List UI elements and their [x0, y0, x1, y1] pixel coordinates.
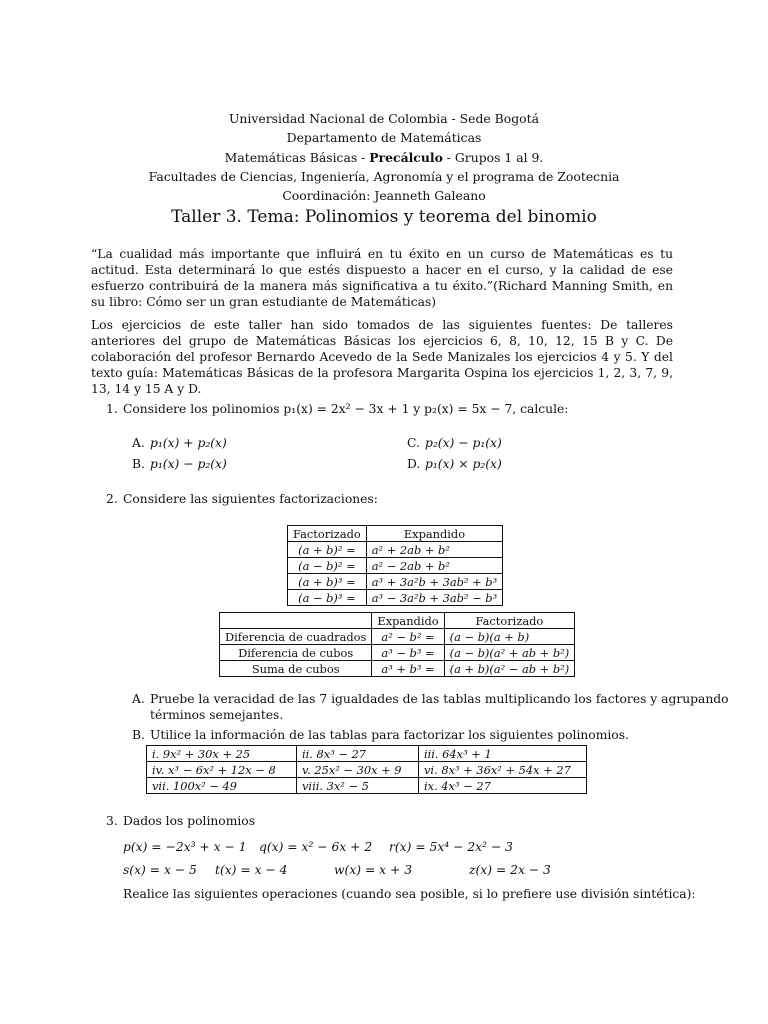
- university-line: Universidad Nacional de Colombia - Sede Bogotá: [228, 111, 540, 126]
- exercise-1-option-b: p₁(x) − p₂(x): [150, 457, 227, 471]
- table-cell: a² + 2ab + b²: [366, 542, 502, 558]
- table-cell: (a + b)(a² − ab + b²): [444, 661, 575, 677]
- worksheet-title: Taller 3. Tema: Polinomios y teorema del binomio: [171, 207, 597, 227]
- table-cell: (a − b)(a² + ab + b²): [444, 645, 575, 661]
- polynomial-s: s(x) = x − 5: [123, 863, 197, 877]
- table-cell: (a − b)² =: [288, 558, 367, 574]
- exercise-2-item-a-line1: Pruebe la veracidad de las 7 igualdades de las tablas multiplicando los factores y agrupando: [150, 692, 729, 706]
- table-row: [288, 590, 503, 606]
- exercise-2-item-a-line2: términos semejantes.: [150, 708, 284, 722]
- department-line: Departamento de Matemáticas: [286, 130, 482, 145]
- table-cell: (a − b)(a + b): [444, 629, 575, 645]
- table-header-cell: Factorizado: [444, 613, 575, 629]
- table-cell: (a + b)³ =: [288, 574, 367, 590]
- table-cell: (a − b)³ =: [288, 590, 367, 606]
- table-cell: ii. 8x³ − 27: [297, 746, 419, 762]
- table-cell: a³ + 3a²b + 3ab² + b³: [366, 574, 502, 590]
- factorization-table: [219, 612, 575, 677]
- exercise-1-number: 1.: [106, 402, 118, 416]
- table-row: [147, 762, 587, 778]
- polynomial-r: r(x) = 5x⁴ − 2x² − 3: [389, 840, 513, 854]
- table-header-row: [220, 613, 575, 629]
- table-row: [288, 542, 503, 558]
- exercise-1-option-b-label: B.: [132, 457, 145, 471]
- exercise-3-instruction: Realice las siguientes operaciones (cuando sea posible, si lo prefiere use división sintética):: [123, 887, 696, 901]
- table-cell: Diferencia de cubos: [220, 645, 372, 661]
- table-row: [220, 629, 575, 645]
- table-header-cell: Expandido: [366, 526, 502, 542]
- exercise-2-item-a-label: A.: [132, 692, 145, 706]
- table-row: [147, 746, 587, 762]
- table-header-cell: Expandido: [372, 613, 444, 629]
- table-cell: v. 25x² − 30x + 9: [297, 762, 419, 778]
- table-header-row: [288, 526, 503, 542]
- table-row: [288, 574, 503, 590]
- quote-paragraph: “La cualidad más importante que influirá en tu éxito en un curso de Matemáticas es tu actitud. Esta determinará lo que estés dispuesto a hacer en el curso, y la calidad de ese esfuerzo contribuirá de la manera más significativa a tu éxito.”(Richard Manning Smith, en su libro: Cómo ser un gran estudiante de Matemáticas): [91, 247, 673, 309]
- polynomials-to-factor-table: [146, 745, 587, 794]
- table-cell: Suma de cubos: [220, 661, 372, 677]
- polynomial-w: w(x) = x + 3: [334, 863, 413, 877]
- exercise-2-item-b-label: B.: [132, 728, 145, 742]
- table-row: [220, 661, 575, 677]
- exercise-1-option-c-label: C.: [407, 436, 420, 450]
- coordination-line: Coordinación: Jeanneth Galeano: [282, 188, 486, 203]
- exercise-1-option-c: p₂(x) − p₁(x): [425, 436, 502, 450]
- table-cell: (a + b)² =: [288, 542, 367, 558]
- exercise-3-prompt: Dados los polinomios: [123, 814, 256, 828]
- course-line-bold: Precálculo: [369, 150, 443, 165]
- exercise-3-number: 3.: [106, 814, 118, 828]
- faculties-line: Facultades de Ciencias, Ingeniería, Agronomía y el programa de Zootecnia: [148, 169, 620, 184]
- sources-paragraph: Los ejercicios de este taller han sido tomados de las siguientes fuentes: De talleres anteriores del grupo de Matemáticas Básicas los ejercicios 6, 8, 10, 12, 15 B y C. De colaboración del profesor Bernardo Acevedo de la Sede Manizales los ejercicios 4 y 5. Y del texto guía: Matemáticas Básicas de la profesora Margarita Ospina los ejercicios 1, 2, 3, 7, 9, 13, 14 y 15 A y D.: [91, 318, 673, 396]
- table-cell: i. 9x² + 30x + 25: [147, 746, 297, 762]
- table-cell: a² − b² =: [372, 629, 444, 645]
- expansion-table: [287, 525, 503, 606]
- table-header-cell: Factorizado: [288, 526, 367, 542]
- table-cell: ix. 4x³ − 27: [419, 778, 587, 794]
- table-cell: a³ + b³ =: [372, 661, 444, 677]
- course-line-pre: Matemáticas Básicas -: [224, 150, 370, 165]
- table-row: [288, 558, 503, 574]
- course-line: [0, 150, 768, 166]
- table-row: [147, 778, 587, 794]
- exercise-1-option-d: p₁(x) × p₂(x): [425, 457, 502, 471]
- exercise-2-prompt: Considere las siguientes factorizaciones:: [123, 492, 378, 506]
- polynomial-q: q(x) = x² − 6x + 2: [259, 840, 373, 854]
- course-line-post: - Grupos 1 al 9.: [442, 150, 544, 165]
- exercise-2-number: 2.: [106, 492, 118, 506]
- table-cell: viii. 3x² − 5: [297, 778, 419, 794]
- table-cell: iv. x³ − 6x² + 12x − 8: [147, 762, 297, 778]
- table-cell: a³ − 3a²b + 3ab² − b³: [366, 590, 502, 606]
- table-cell: vii. 100x² − 49: [147, 778, 297, 794]
- table-cell: a² − 2ab + b²: [366, 558, 502, 574]
- table-cell: vi. 8x³ + 36x² + 54x + 27: [419, 762, 587, 778]
- exercise-2-item-b-text: Utilice la información de las tablas para factorizar los siguientes polinomios.: [150, 728, 629, 742]
- polynomial-t: t(x) = x − 4: [215, 863, 288, 877]
- exercise-1-option-a: p₁(x) + p₂(x): [150, 436, 227, 450]
- table-cell: Diferencia de cuadrados: [220, 629, 372, 645]
- table-header-cell: [220, 613, 372, 629]
- polynomial-z: z(x) = 2x − 3: [469, 863, 551, 877]
- exercise-1-prompt: Considere los polinomios p₁(x) = 2x² − 3x + 1 y p₂(x) = 5x − 7, calcule:: [123, 402, 569, 416]
- table-row: [220, 645, 575, 661]
- exercise-1-option-d-label: D.: [407, 457, 421, 471]
- polynomial-p: p(x) = −2x³ + x − 1: [123, 840, 247, 854]
- table-cell: a³ − b³ =: [372, 645, 444, 661]
- table-cell: iii. 64x³ + 1: [419, 746, 587, 762]
- exercise-1-option-a-label: A.: [132, 436, 145, 450]
